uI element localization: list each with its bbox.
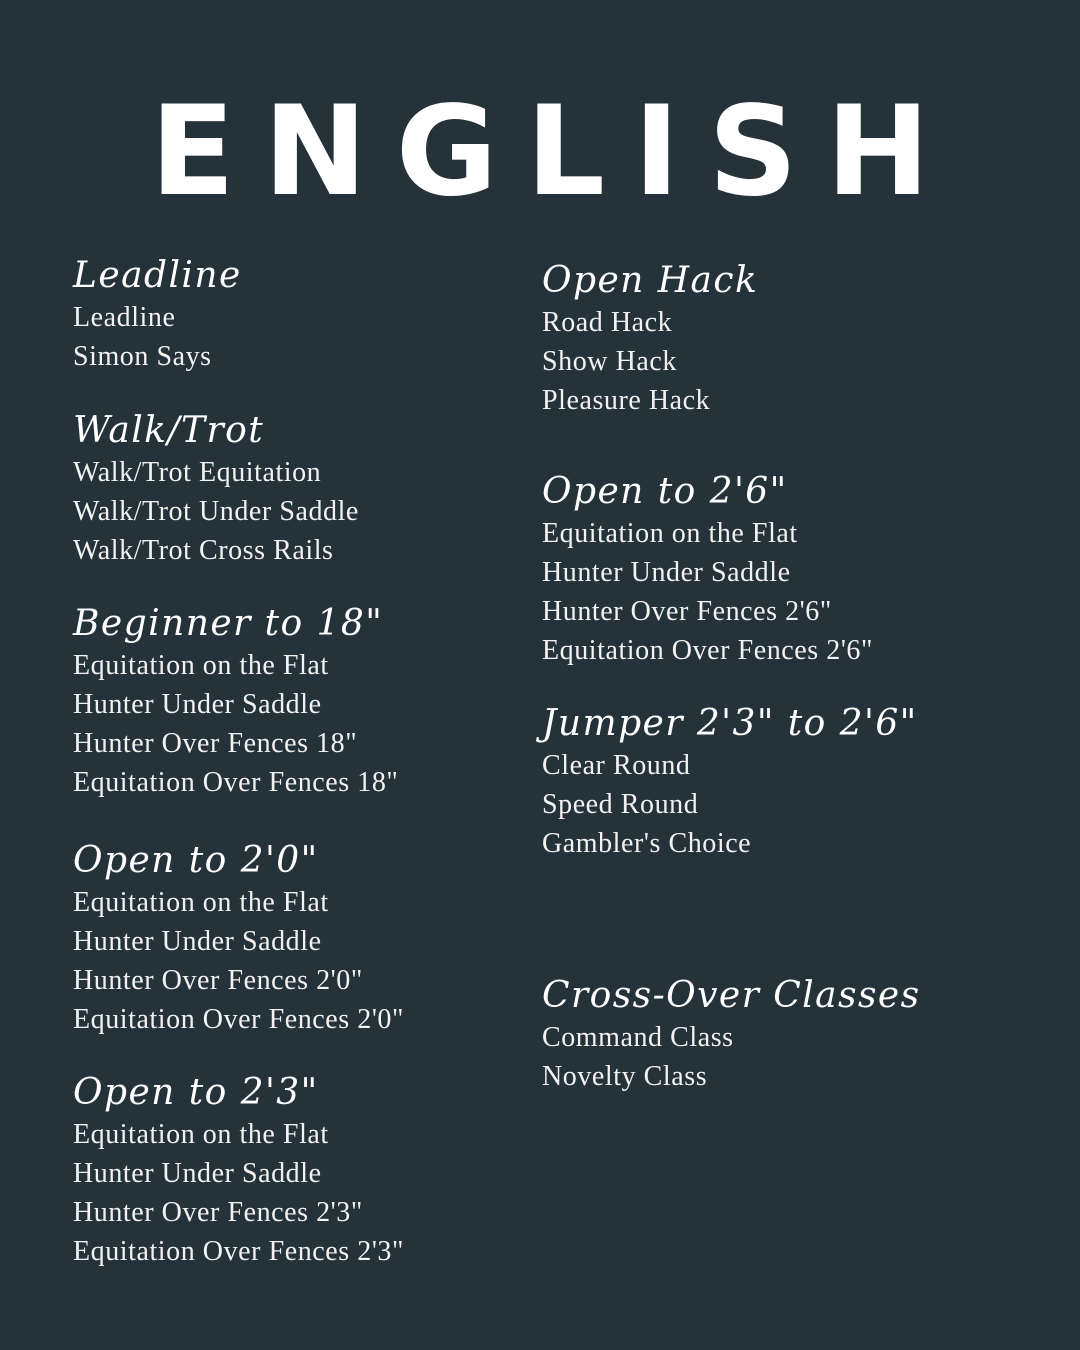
class-item: Hunter Over Fences 2'0"	[73, 965, 363, 996]
class-list	[73, 1115, 404, 1271]
class-list	[73, 883, 404, 1039]
section-open-2-3	[73, 1073, 404, 1271]
class-item: Hunter Over Fences 18"	[73, 728, 358, 759]
class-item: Walk/Trot Cross Rails	[73, 535, 334, 566]
section-heading: Leadline	[73, 255, 242, 296]
class-item: Walk/Trot Under Saddle	[73, 496, 359, 527]
class-item: Show Hack	[542, 346, 677, 377]
class-list	[73, 298, 242, 376]
section-heading: Cross-Over Classes	[542, 975, 921, 1016]
class-item: Speed Round	[542, 789, 699, 820]
class-item: Hunter Over Fences 2'3"	[73, 1197, 363, 1228]
class-item: Equitation Over Fences 2'6"	[542, 635, 873, 666]
class-item: Leadline	[73, 302, 176, 333]
class-item: Equitation on the Flat	[542, 518, 798, 549]
class-item: Pleasure Hack	[542, 385, 711, 416]
class-item: Equitation on the Flat	[73, 887, 329, 918]
class-item: Equitation Over Fences 2'0"	[73, 1004, 404, 1035]
section-jumper	[542, 704, 918, 863]
class-item: Hunter Over Fences 2'6"	[542, 596, 832, 627]
section-leadline	[73, 256, 242, 376]
class-item: Hunter Under Saddle	[73, 689, 322, 720]
section-heading: Open to 2'3"	[73, 1072, 319, 1113]
class-item: Equitation on the Flat	[73, 1119, 329, 1150]
section-heading: Jumper 2'3" to 2'6"	[542, 703, 918, 744]
section-heading: Walk/Trot	[73, 410, 265, 451]
section-cross-over	[542, 976, 921, 1096]
class-item: Road Hack	[542, 307, 673, 338]
section-open-2-0	[73, 841, 404, 1039]
section-heading: Beginner to 18"	[73, 603, 384, 644]
class-list	[542, 303, 758, 420]
page-title: ENGLISH	[150, 80, 959, 224]
class-list	[73, 453, 359, 570]
section-open-hack	[542, 261, 758, 420]
class-item: Command Class	[542, 1022, 734, 1053]
class-item: Hunter Under Saddle	[73, 926, 322, 957]
class-item: Simon Says	[73, 341, 212, 372]
class-item: Equitation Over Fences 18"	[73, 767, 399, 798]
class-list	[542, 746, 918, 863]
section-beginner-18	[73, 604, 398, 802]
class-item: Gambler's Choice	[542, 828, 752, 859]
section-open-2-6	[542, 472, 873, 670]
class-item: Clear Round	[542, 750, 691, 781]
class-list	[542, 1018, 921, 1096]
class-item: Novelty Class	[542, 1061, 708, 1092]
class-item: Equitation on the Flat	[73, 650, 329, 681]
section-heading: Open to 2'0"	[73, 840, 319, 881]
class-item: Equitation Over Fences 2'3"	[73, 1236, 404, 1267]
section-heading: Open to 2'6"	[542, 471, 788, 512]
class-item: Hunter Under Saddle	[542, 557, 791, 588]
class-list	[542, 514, 873, 670]
section-walk-trot	[73, 411, 359, 570]
class-item: Walk/Trot Equitation	[73, 457, 322, 488]
class-item: Hunter Under Saddle	[73, 1158, 322, 1189]
section-heading: Open Hack	[542, 260, 759, 301]
class-list	[73, 646, 398, 802]
